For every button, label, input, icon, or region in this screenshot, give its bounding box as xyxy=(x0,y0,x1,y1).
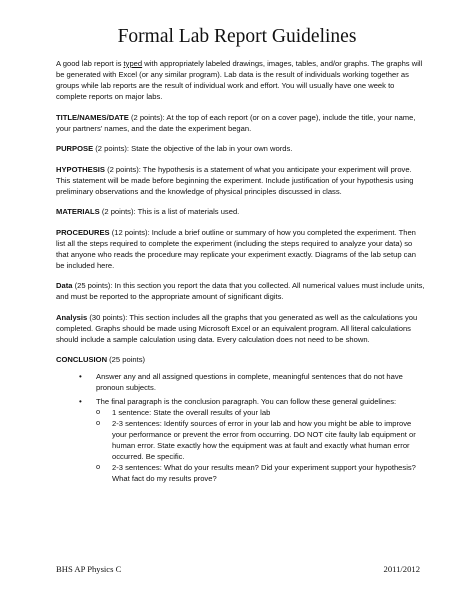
sub-list-item xyxy=(96,407,426,418)
section-data xyxy=(56,280,426,302)
list-item xyxy=(56,371,426,393)
sub-list-item xyxy=(96,462,426,484)
section-heading: CONCLUSION xyxy=(56,355,108,364)
section-title-names-date xyxy=(56,112,426,134)
intro-paragraph xyxy=(56,58,426,102)
section-heading: Analysis xyxy=(56,312,88,322)
section-text: (2 points): State the objective of the lab in your own words. xyxy=(93,144,293,153)
section-heading: PROCEDURES xyxy=(56,227,110,237)
footer-course: BHS AP Physics C xyxy=(56,564,122,574)
section-heading: HYPOTHESIS xyxy=(56,164,105,174)
section-heading: MATERIALS xyxy=(56,207,100,216)
conclusion-bullet-list xyxy=(56,371,426,484)
section-text: (2 points): The hypothesis is a statement of what you anticipate your experiment will prove. This statement will be made before beginning the experiment. Include justification of your hypothesis using preliminary observations and the knowledge of physical principles discussed in class. xyxy=(56,164,414,196)
section-analysis xyxy=(56,312,426,345)
sub-list-item-text: 1 sentence: State the overall results of your lab xyxy=(112,408,271,417)
section-text: (12 points): Include a brief outline or summary of how you completed the experiment. Then list all the steps required to complete the experiment (including the steps required to analyze your data) so that anyone who reads the procedure may replicate your experiment exactly. Diagrams of the lab setup can be included here. xyxy=(56,227,416,270)
page-title: Formal Lab Report Guidelines xyxy=(117,26,357,47)
intro-before: A good lab report is xyxy=(56,59,124,68)
section-purpose xyxy=(56,143,426,154)
section-procedures xyxy=(56,227,426,271)
section-text: (2 points): At the top of each report (or on a cover page), include the title, your name, your partners' names, and the date the experiment began. xyxy=(56,112,416,133)
document-body xyxy=(56,58,426,487)
list-item-text: Answer any and all assigned questions in complete, meaningful sentences that do not have pronoun subjects. xyxy=(96,372,403,392)
intro-after: with appropriately labeled drawings, images, tables, and/or graphs. The graphs will be generated with Excel (or any similar program). Lab data is the result of individuals working together as groups while lab reports are the result of individual work and effort. You will usually have one week to complete reports on major labs. xyxy=(56,59,423,101)
section-heading: TITLE/NAMES/DATE xyxy=(56,112,129,122)
conclusion-sub-list xyxy=(96,407,426,484)
section-hypothesis xyxy=(56,164,426,197)
sub-list-item-text: 2-3 sentences: What do your results mean? Did your experiment support your hypothesis? What fact do my results prove? xyxy=(112,463,416,483)
sub-list-item xyxy=(96,418,426,462)
section-heading: Data xyxy=(56,281,73,290)
intro-underlined-word: typed xyxy=(123,59,143,68)
sub-list-item-text: 2-3 sentences: Identify sources of error in your lab and how you might be able to improve your performance or prevent the error from occurring. DO NOT cite faulty lab equipment or human error. State exactly how the equipment was at fault and exactly what human error occurred. Be specific. xyxy=(112,419,416,461)
section-text: (25 points): In this section you report the data that you collected. All numerical values must include units, and must be reported to the appropriate amount of significant digits. xyxy=(56,281,425,301)
section-materials xyxy=(56,206,426,217)
list-item-text: The final paragraph is the conclusion paragraph. You can follow these general guidelines: xyxy=(96,397,397,406)
footer-year: 2011/2012 xyxy=(383,564,420,574)
list-item xyxy=(56,396,426,484)
section-text: (25 points) xyxy=(107,355,146,364)
section-conclusion xyxy=(56,354,426,365)
section-text: (30 points): This section includes all the graphs that you generated as well as the calculations you completed. Graphs should be made using Microsoft Excel or an equivalent program. All literal calculations should include a sample calculation using data. Every calculation does not need to be shown. xyxy=(56,312,418,344)
section-text: (2 points): This is a list of materials used. xyxy=(99,207,240,216)
section-heading: PURPOSE xyxy=(56,144,94,153)
